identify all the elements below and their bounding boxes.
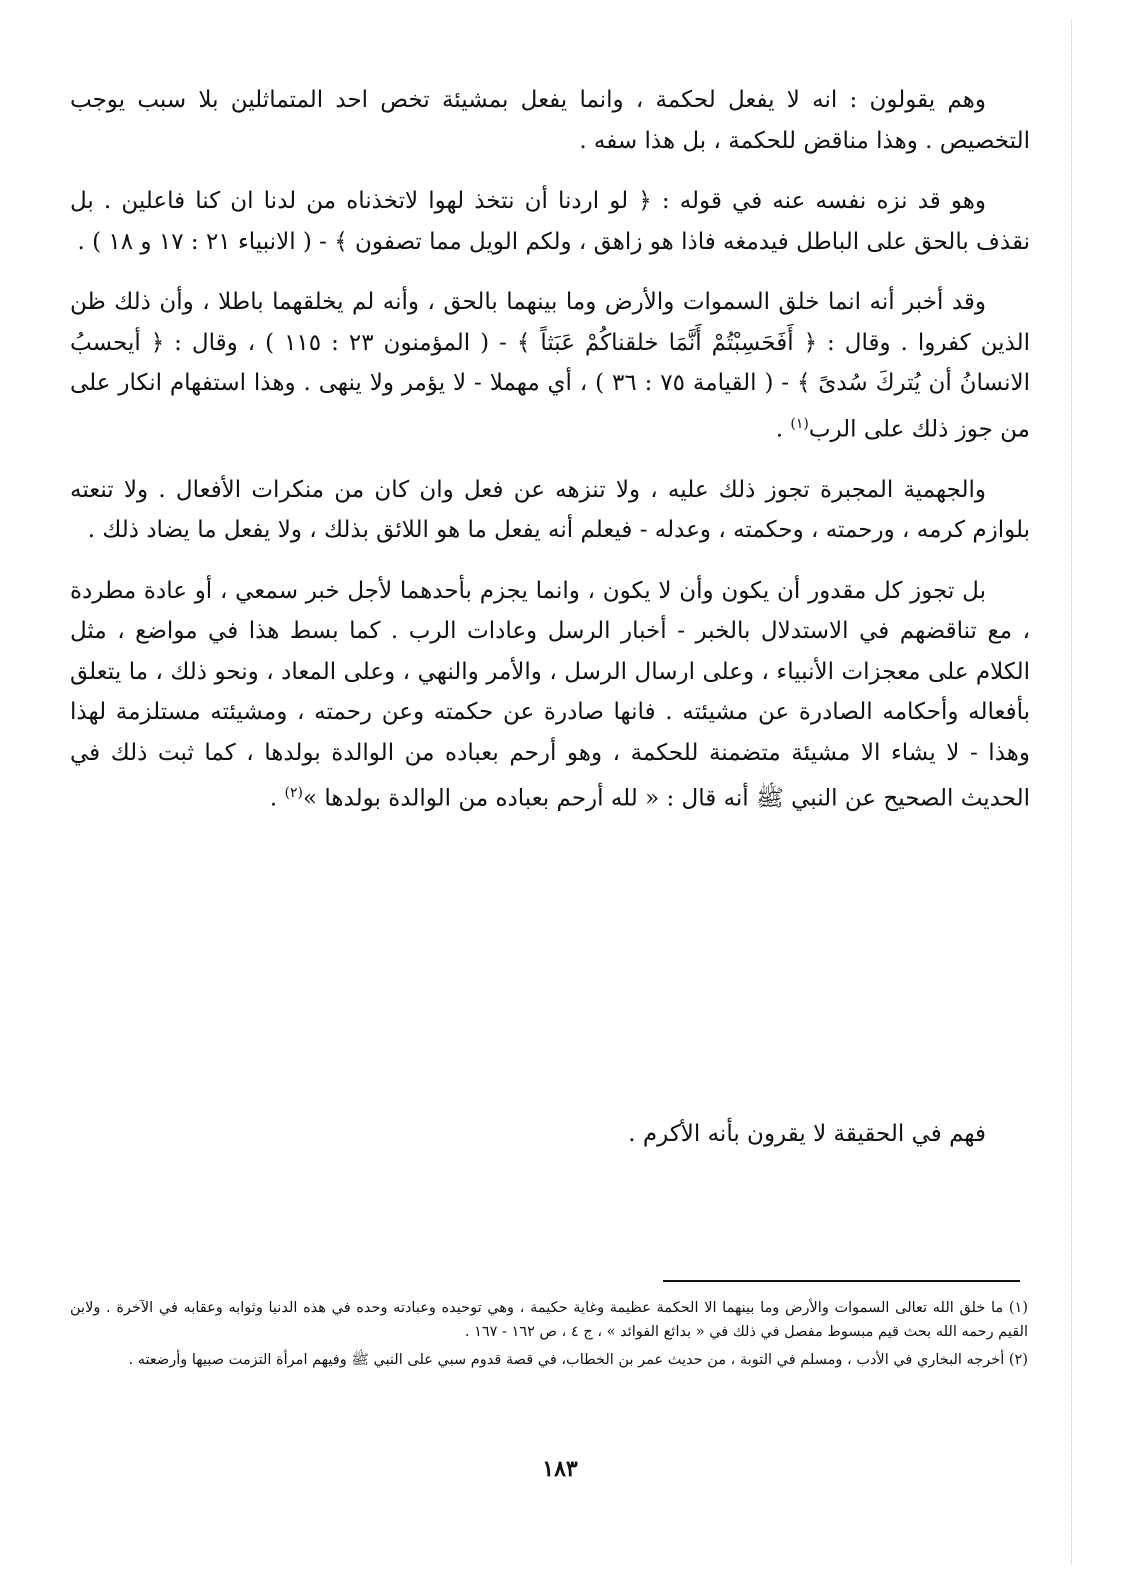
paragraph-1: وهم يقولون : انه لا يفعل لحكمة ، وانما يفعل بمشيئة تخص احد المتماثلين بلا سبب يوجب التخصيص . وهذا مناقض للحكمة ، بل هذا سفه . [70,87,1030,154]
paragraph-5-text: بل تجوز كل مقدور أن يكون وأن لا يكون ، وانما يجزم بأحدهما لأجل خبر سمعي ، أو عادة مطردة ، مع تناقضهم في الاستدلال بالخبر - أخبار الرسل وعادات الرب . كما بسط هذا في مواضع ، مثل الكلام على معجزات الأنبياء ، وعلى ارسال الرسل ، والأمر والنهي ، وعلى المعاد ، ونحو ذلك ، ما يتعلق بأفعاله وأحكامه الصادرة عن مشيئته . فانها صادرة عن حكمته وعن رحمته ، ومشيئته مستلزمة لهذا وهذا - لا يشاء الا مشيئة متضمنة للحكمة ، وهو أرحم بعباده من الوالدة بولدها ، كما ثبت ذلك في الحديث الصحيح عن النبي ﷺ أنه قال : « لله أرحم بعباده من الوالدة بولدها » [70,577,1030,812]
footnote-ref-2[interactable]: (٢) [284,785,304,802]
footnotes [70,1296,1028,1376]
paragraph-3 [70,282,1030,450]
paragraph-2: وهو قد نزه نفسه عنه في قوله : ﴿ لو اردنا أن نتخذ لهوا لاتخذناه من لدنا ان كنا فاعلين . بل نقذف بالحق على الباطل فيدمغه فاذا هو زاهق ، ولكم الويل مما تصفون ﴾ - ( الانبياء ٢١ : ١٧ و ١٨ ) . [70,188,1030,255]
footnote-separator [663,1280,1020,1282]
page-edge-rule [1071,20,1072,1565]
page-number: ١٨٣ [542,1456,578,1482]
main-text [70,80,1030,819]
paragraph-5-end: . [269,785,285,812]
paragraph-5 [70,571,1030,820]
closing-paragraph: فهم في الحقيقة لا يقرون بأنه الأكرم . [628,1121,986,1147]
footnote-1: (١) ما خلق الله تعالى السموات والأرض وما بينهما الا الحكمة عظيمة وغاية حكيمة ، وهي توحيده وعبادته وحده في هذه الدنيا وثوابه وعقابه في الآخرة . ولابن القيم رحمه الله بحث قيم مبسوط مفصل في ذلك في « بدائع الفوائد » ، ج ٤ ، ص ١٦٢ - ١٦٧ . [70,1300,1028,1340]
footnote-ref-1[interactable]: (١) [790,415,809,432]
footnote-2: (٢) أخرجه البخاري في الأدب ، ومسلم في التوبة ، من حديث عمر بن الخطاب، في قصة قدوم سبي على النبي ﷺ وفيهم امرأة التزمت صبيها وأرضعته . [128,1352,1028,1368]
paragraph-3-end: . [775,416,791,443]
paragraph-4: والجهمية المجبرة تجوز ذلك عليه ، ولا تنزهه عن فعل وان كان من منكرات الأفعال . ولا تنعته بلوازم كرمه ، ورحمته ، وحكمته ، وعدله - فيعلم أنه يفعل ما هو اللائق بذلك ، ولا يفعل ما يضاد ذلك . [70,476,1030,544]
paragraph-3-text: وقد أخبر أنه انما خلق السموات والأرض وما بينهما بالحق ، وأنه لم يخلقهما باطلا ، وأن ذلك ظن الذين كفروا . وقال : ﴿ أَفَحَسِبْتُمْ أَنَّمَا خلقناكُمْ عَبَثاً ﴾ - ( المؤمنون ٢٣ : ١١٥ ) ، وقال : ﴿ أيحسبُ الانسانُ أن يُتركَ سُدىً ﴾ - ( القيامة ٧٥ : ٣٦ ) ، أي مهملا - لا يؤمر ولا ينهى . وهذا استفهام انكار على من جوز ذلك على الرب [70,289,1030,443]
